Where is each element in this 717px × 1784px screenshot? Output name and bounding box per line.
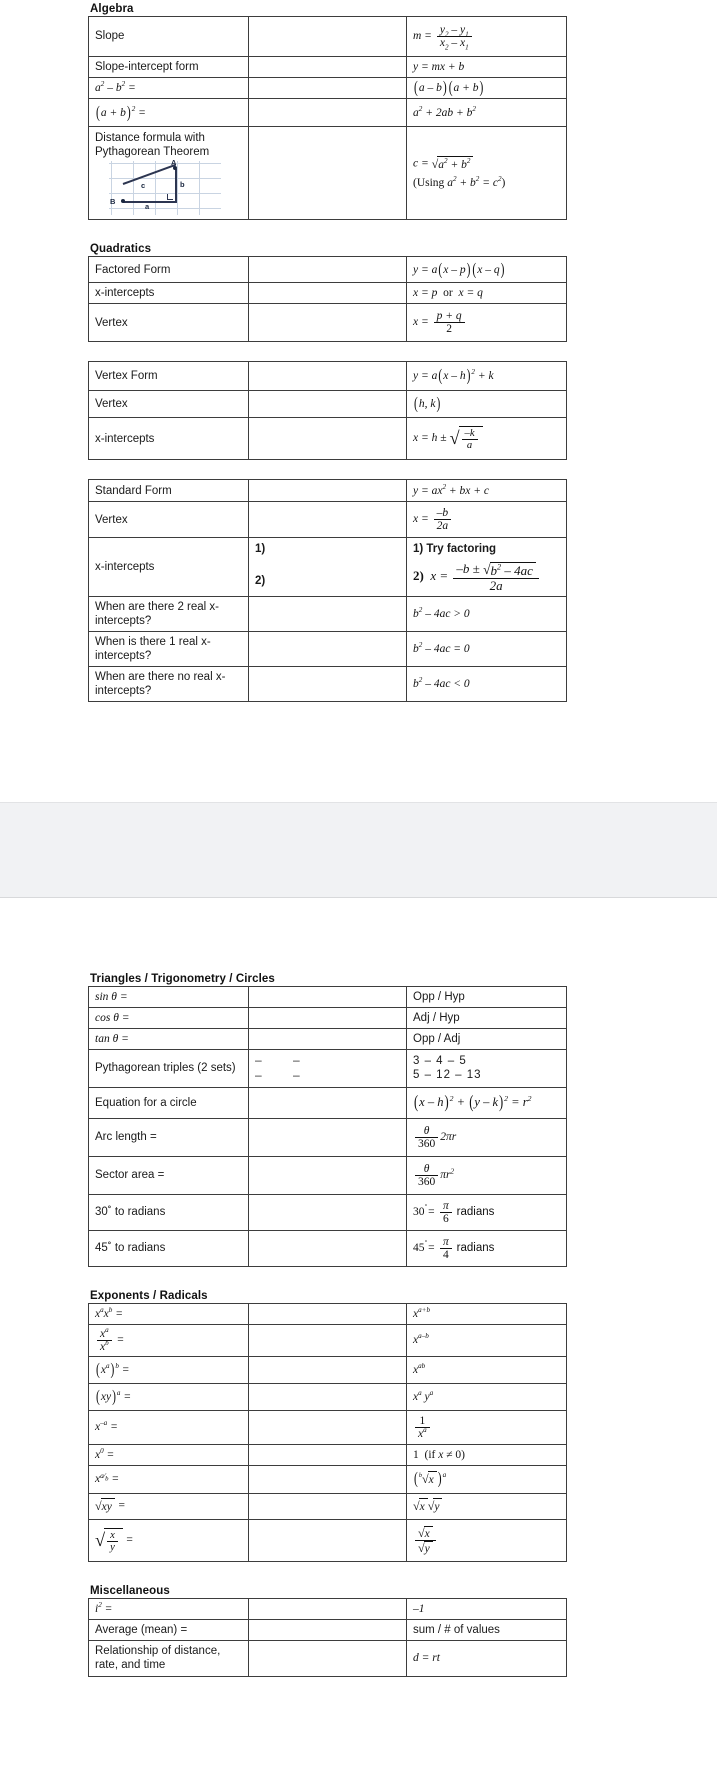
algebra-table — [88, 16, 567, 220]
page-top-whitespace — [0, 898, 717, 970]
row-formula: $x^{ab}$ — [407, 1356, 567, 1383]
table-row — [89, 391, 567, 418]
row-work-cell[interactable] — [249, 78, 407, 99]
row-label: When are there no real x-intercepts? — [89, 666, 249, 701]
table-row — [89, 1619, 567, 1640]
row-label: (xy)$^a$ = — [89, 1383, 249, 1410]
work-item-2: – – — [255, 1068, 314, 1083]
table-row — [89, 1519, 567, 1561]
trig-table — [88, 986, 567, 1267]
row-work-cell[interactable] — [249, 1087, 407, 1118]
row-work-cell[interactable] — [249, 986, 407, 1007]
row-formula: x = h ± √ $\frac{-k}{a}$ — [407, 418, 567, 460]
row-label: When is there 1 real x-intercepts? — [89, 631, 249, 666]
row-work-cell[interactable] — [249, 631, 407, 666]
row-formula: $a^2 + 2ab + b^2$ — [407, 99, 567, 127]
table-row — [89, 283, 567, 304]
row-label: x-intercepts — [89, 538, 249, 597]
row-formula: $b^2 - 4ac < 0$ — [407, 666, 567, 701]
row-label: x-intercepts — [89, 283, 249, 304]
row-work-cell[interactable] — [249, 418, 407, 460]
row-work-cell[interactable] — [249, 666, 407, 701]
table-row — [89, 1028, 567, 1049]
row-formula: (h, k) — [407, 391, 567, 418]
row-formula: 1 (if x ≠ 0) — [407, 1444, 567, 1465]
table-row — [89, 502, 567, 538]
table-row — [89, 257, 567, 283]
diagram-label-b: b — [180, 180, 185, 190]
row-formula: Opp / Hyp — [407, 986, 567, 1007]
row-label: Relationship of distance, rate, and time — [89, 1640, 249, 1676]
table-row — [89, 1324, 567, 1356]
row-work-cell[interactable] — [249, 1465, 407, 1493]
row-label: $x^{-a}$ = — [89, 1410, 249, 1444]
row-work-cell[interactable] — [249, 127, 407, 220]
row-formula: –1 — [407, 1598, 567, 1619]
row-formula: d = rt — [407, 1640, 567, 1676]
quadratics-factored-form-table — [88, 256, 567, 342]
table-row — [89, 1493, 567, 1519]
table-row — [89, 1156, 567, 1194]
row-label: tan θ = — [89, 1028, 249, 1049]
table-row — [89, 1007, 567, 1028]
row-formula: y = a(x – p) (x – q) — [407, 257, 567, 283]
table-row — [89, 1087, 567, 1118]
distance-formula-diagram — [109, 158, 221, 215]
table-row — [89, 304, 567, 342]
row-formula: $c = √a^2 + b^2$ (Using $a^2 + b^2 = c^2$) — [407, 127, 567, 220]
row-label: $a^2 - b^2$ = — [89, 78, 249, 99]
row-formula: ($^b$√x )$^a$ — [407, 1465, 567, 1493]
row-work-cell[interactable] — [249, 1118, 407, 1156]
row-formula: √x √y — [407, 1493, 567, 1519]
row-formula: Opp / Adj — [407, 1028, 567, 1049]
row-label: Vertex — [89, 304, 249, 342]
row-formula: $\frac{1}{x^a}$ — [407, 1410, 567, 1444]
table-row — [89, 480, 567, 502]
row-work-cell[interactable] — [249, 1598, 407, 1619]
row-label: $x^0$ = — [89, 1444, 249, 1465]
row-work-cell[interactable] — [249, 1303, 407, 1324]
row-formula — [407, 1049, 567, 1087]
row-formula: $x^{a-b}$ — [407, 1324, 567, 1356]
table-row — [89, 1118, 567, 1156]
row-label: sin θ = — [89, 986, 249, 1007]
row-label: 30˚ to radians — [89, 1194, 249, 1230]
row-formula: $\frac{\theta}{360}$ 2πr — [407, 1118, 567, 1156]
table-row — [89, 1194, 567, 1230]
work-item-1: – – — [255, 1053, 314, 1068]
table-row — [89, 57, 567, 78]
row-label: When are there 2 real x-intercepts? — [89, 596, 249, 631]
row-formula: y = mx + b — [407, 57, 567, 78]
row-formula: y = a(x – h)$^2$ + k — [407, 362, 567, 391]
row-label: $i^2$ = — [89, 1598, 249, 1619]
row-formula: 1) Try factoring 2) x = $\frac{-b \pm √b^2 - 4ac}{2a}$ — [407, 538, 567, 597]
table-row — [89, 17, 567, 57]
row-work-cell[interactable] — [249, 1007, 407, 1028]
table-row — [89, 127, 567, 220]
row-label: Equation for a circle — [89, 1087, 249, 1118]
diagram-label-a: a — [145, 202, 150, 212]
table-row — [89, 596, 567, 631]
row-work-cell[interactable] — [249, 391, 407, 418]
table-row — [89, 99, 567, 127]
row-work-cell[interactable] — [249, 1156, 407, 1194]
row-formula: x = $\frac{-b}{2a}$ — [407, 502, 567, 538]
diagram-label-A: A — [171, 158, 177, 168]
row-formula: $\frac{\theta}{360}$ $\pi r^2$ — [407, 1156, 567, 1194]
row-label: cos θ = — [89, 1007, 249, 1028]
row-label: Vertex — [89, 502, 249, 538]
exponents-table — [88, 1303, 567, 1562]
table-row — [89, 1049, 567, 1087]
row-work-cell[interactable] — [249, 57, 407, 78]
row-work-cell[interactable] — [249, 1356, 407, 1383]
section-heading-quadratics: Quadratics — [90, 243, 152, 256]
work-item-1: 1) — [255, 543, 266, 556]
row-work-cell[interactable] — [249, 1640, 407, 1676]
row-formula: m = $\frac{y_2 - y_1}{x_2 - x_1}$ — [407, 17, 567, 57]
row-label: Arc length = — [89, 1118, 249, 1156]
row-work-cell[interactable] — [249, 362, 407, 391]
row-work-cell[interactable] — [249, 502, 407, 538]
diagram-label-c: c — [141, 181, 146, 191]
row-work-cell[interactable] — [249, 1444, 407, 1465]
section-heading-miscellaneous: Miscellaneous — [90, 1584, 170, 1597]
section-heading-algebra: Algebra — [90, 3, 134, 15]
row-formula: Adj / Hyp — [407, 1007, 567, 1028]
row-work-cell[interactable] — [249, 596, 407, 631]
table-row — [89, 362, 567, 391]
row-work-cell[interactable] — [249, 1194, 407, 1230]
table-row — [89, 1356, 567, 1383]
section-heading-exponents: Exponents / Radicals — [90, 1289, 208, 1302]
row-label: Vertex — [89, 391, 249, 418]
row-label: Slope — [89, 17, 249, 57]
algebra-section — [0, 0, 717, 702]
row-formula: x = p or x = q — [407, 283, 567, 304]
row-label: $x^{a⁄_b}$ = — [89, 1465, 249, 1493]
row-label-text: Distance formula with Pythagorean Theorem — [95, 132, 210, 159]
row-label: Sector area = — [89, 1156, 249, 1194]
table-row — [89, 1444, 567, 1465]
row-label: √ $\frac{x}{y}$ = — [89, 1519, 249, 1561]
row-work-cell[interactable] — [249, 1493, 407, 1519]
row-formula: x = $\frac{p + q}{2}$ — [407, 304, 567, 342]
row-label: Slope-intercept form — [89, 57, 249, 78]
miscellaneous-table — [88, 1598, 567, 1677]
row-work-cell[interactable] — [249, 1383, 407, 1410]
row-label: Standard Form — [89, 480, 249, 502]
row-work-cell[interactable] — [249, 1230, 407, 1266]
row-work-cell[interactable] — [249, 257, 407, 283]
page-break-separator — [0, 802, 717, 898]
row-formula: (a – b) (a + b) — [407, 78, 567, 99]
page-bottom-whitespace — [0, 702, 717, 802]
row-work-cell[interactable] — [249, 538, 407, 597]
row-formula: 45˚= $\frac{\pi}{4}$ radians — [407, 1230, 567, 1266]
row-formula: 30˚= $\frac{\pi}{6}$ radians — [407, 1194, 567, 1230]
row-work-cell[interactable] — [249, 304, 407, 342]
quadratics-standard-form-table — [88, 479, 567, 702]
row-label: $(x^a)^b$ = — [89, 1356, 249, 1383]
formula-item-2: 5 – 12 – 13 — [413, 1069, 482, 1082]
row-label: Factored Form — [89, 257, 249, 283]
row-label: Vertex Form — [89, 362, 249, 391]
row-work-cell[interactable] — [249, 1410, 407, 1444]
row-work-cell[interactable] — [249, 99, 407, 127]
row-formula: $b^2 - 4ac = 0$ — [407, 631, 567, 666]
row-label: $\frac{x^a}{x^b}$ = — [89, 1324, 249, 1356]
row-work-cell[interactable] — [249, 1324, 407, 1356]
row-formula: sum / # of values — [407, 1619, 567, 1640]
table-row — [89, 1410, 567, 1444]
table-row — [89, 631, 567, 666]
row-formula: $(x - h)^2 + (y - k)^2 = r^2$ — [407, 1087, 567, 1118]
row-label: Average (mean) = — [89, 1619, 249, 1640]
table-row — [89, 1303, 567, 1324]
row-formula: $x^{a+b}$ — [407, 1303, 567, 1324]
row-label: $x^ax^b$ = — [89, 1303, 249, 1324]
trig-section — [0, 970, 717, 1735]
row-work-cell[interactable] — [249, 283, 407, 304]
section-heading-trig: Triangles / Trigonometry / Circles — [90, 972, 275, 985]
table-row — [89, 1230, 567, 1266]
formula-item-1: 1) Try factoring — [413, 543, 497, 556]
row-work-cell[interactable] — [249, 1519, 407, 1561]
row-formula: $b^2 - 4ac > 0$ — [407, 596, 567, 631]
table-row — [89, 986, 567, 1007]
formula-item-1: 3 – 4 – 5 — [413, 1055, 467, 1068]
row-work-cell[interactable] — [249, 1619, 407, 1640]
row-formula: $y = ax^2$ + bx + c — [407, 480, 567, 502]
table-row — [89, 1383, 567, 1410]
row-work-cell[interactable] — [249, 1049, 407, 1087]
table-row — [89, 1465, 567, 1493]
document-bottom-whitespace — [88, 1677, 631, 1735]
table-row — [89, 666, 567, 701]
row-work-cell[interactable] — [249, 480, 407, 502]
row-label: Pythagorean triples (2 sets) — [89, 1049, 249, 1087]
work-item-2: 2) — [255, 575, 266, 588]
table-row — [89, 78, 567, 99]
row-formula: $x^a$ $y^a$ — [407, 1383, 567, 1410]
row-label: $(a + b)^2$ = — [89, 99, 249, 127]
row-label: √xy = — [89, 1493, 249, 1519]
row-label: 45˚ to radians — [89, 1230, 249, 1266]
quadratics-vertex-form-table — [88, 361, 567, 460]
diagram-label-B: B — [110, 197, 116, 207]
row-label: x-intercepts — [89, 418, 249, 460]
table-row — [89, 418, 567, 460]
table-row — [89, 538, 567, 597]
row-label — [89, 127, 249, 220]
row-formula: $\frac{√x}{√y}$ — [407, 1519, 567, 1561]
row-work-cell[interactable] — [249, 17, 407, 57]
table-row — [89, 1598, 567, 1619]
row-work-cell[interactable] — [249, 1028, 407, 1049]
table-row — [89, 1640, 567, 1676]
